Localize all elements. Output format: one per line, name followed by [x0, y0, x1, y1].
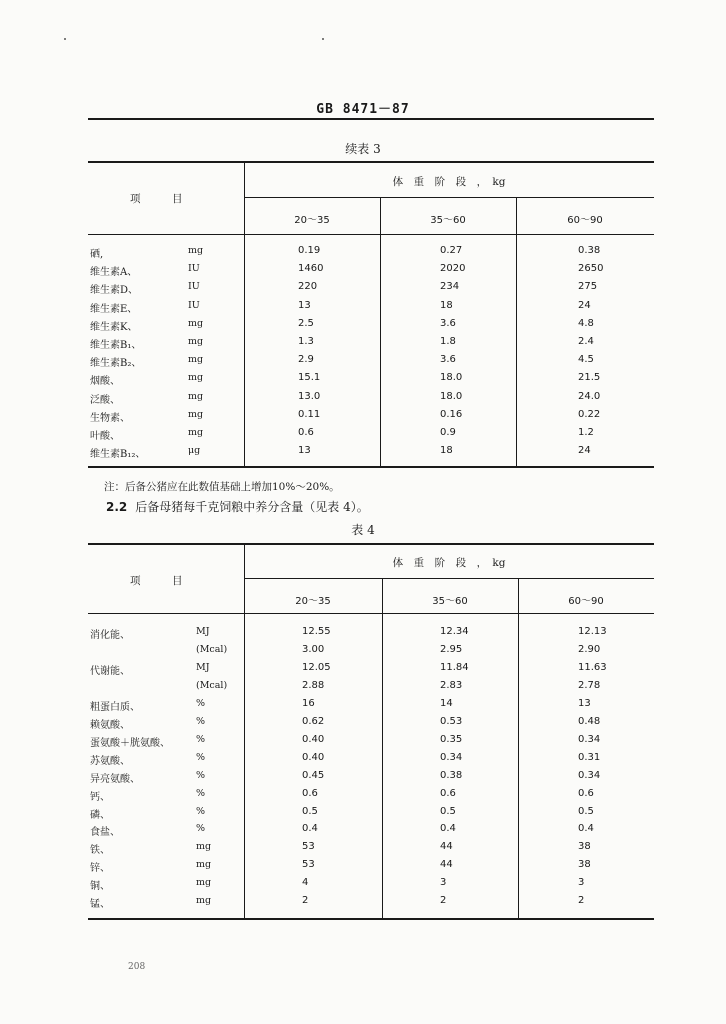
- row-value-stage-3: 1.2: [578, 427, 594, 438]
- row-value-stage-2: 3.6: [440, 354, 456, 366]
- row-value-stage-3: 0.34: [578, 769, 601, 781]
- row-value-stage-3: 0.31: [578, 751, 601, 763]
- row-unit: %: [196, 733, 206, 745]
- row-value-stage-2: 0.6: [440, 787, 456, 799]
- row-value-stage-1: 13: [298, 299, 311, 311]
- row-unit: mg: [196, 859, 212, 871]
- row-item-label: 维生素D、: [90, 285, 139, 297]
- row-value-stage-2: 0.38: [440, 769, 463, 781]
- table4-stage-2: 35～60: [432, 596, 468, 607]
- row-unit: mg: [188, 408, 204, 420]
- row-item-label: 维生素B₁₂、: [90, 449, 146, 461]
- table3-caption: 续表 3: [345, 142, 381, 156]
- row-value-stage-3: 0.48: [578, 715, 601, 727]
- table4-top-rule: [88, 543, 654, 545]
- table4-caption: 表 4: [351, 523, 375, 537]
- row-value-stage-2: 2.83: [440, 679, 463, 691]
- row-value-stage-3: 4.8: [578, 317, 594, 329]
- section-text: 后备母猪每千克饲粮中养分含量（见表 4）。: [135, 500, 369, 514]
- row-value-stage-3: 13: [578, 697, 591, 709]
- row-value-stage-1: 1.3: [298, 336, 314, 347]
- row-item-label: 代谢能、: [90, 665, 130, 677]
- row-value-stage-1: 12.05: [302, 661, 331, 673]
- row-unit: mg: [188, 372, 204, 384]
- row-value-stage-2: 18.0: [440, 390, 463, 402]
- row-unit: mg: [188, 390, 204, 402]
- row-value-stage-2: 2.95: [440, 643, 463, 655]
- row-value-stage-1: 2.9: [298, 354, 314, 366]
- row-value-stage-1: 220: [298, 281, 318, 293]
- row-unit: μg: [188, 445, 201, 457]
- row-value-stage-3: 38: [578, 841, 591, 853]
- row-value-stage-2: 18.0: [440, 372, 463, 384]
- row-item-label: 磷、: [90, 809, 110, 821]
- table3-note: 注：后备公猪应在此数值基础上增加10%～20%。: [104, 481, 340, 493]
- row-unit: (Mcal): [196, 679, 228, 691]
- row-item-label: 铁、: [90, 845, 110, 857]
- row-value-stage-2: 44: [440, 859, 453, 871]
- row-value-stage-1: 2: [302, 895, 309, 907]
- row-value-stage-2: 0.16: [440, 408, 463, 420]
- row-value-stage-3: 2: [578, 895, 585, 907]
- table3-stage-2: 35～60: [430, 215, 466, 226]
- row-value-stage-2: 0.9: [440, 427, 456, 438]
- row-unit: %: [196, 715, 206, 727]
- row-value-stage-1: 13: [298, 445, 311, 457]
- row-item-label: 硒,: [90, 249, 104, 260]
- row-unit: mg: [188, 427, 204, 438]
- table3-column-group: 体 重 阶 段 ， kg: [392, 176, 506, 188]
- row-value-stage-2: 18: [440, 445, 453, 457]
- row-item-label: 食盐、: [90, 827, 120, 839]
- row-value-stage-1: 16: [302, 697, 315, 709]
- row-value-stage-2: 0.4: [440, 823, 456, 835]
- table4-col-divider-2: [518, 578, 519, 918]
- section-number: 2.2: [106, 500, 128, 514]
- row-value-stage-1: 15.1: [298, 372, 321, 384]
- row-value-stage-1: 0.11: [298, 408, 321, 420]
- row-value-stage-3: 2.78: [578, 679, 601, 691]
- row-value-stage-1: 13.0: [298, 390, 321, 402]
- row-unit: %: [196, 787, 206, 799]
- row-value-stage-1: 53: [302, 859, 315, 871]
- table4-stage-1: 20～35: [295, 596, 331, 607]
- row-unit: %: [196, 697, 206, 709]
- page-number: 208: [128, 962, 146, 972]
- row-value-stage-1: 53: [302, 841, 315, 853]
- row-value-stage-1: 0.19: [298, 245, 321, 256]
- row-value-stage-1: 1460: [298, 263, 324, 275]
- row-value-stage-2: 3.6: [440, 317, 456, 329]
- row-item-label: 泛酸、: [90, 394, 120, 406]
- row-item-label: 钙、: [90, 791, 110, 803]
- table3-item-header: 项 目: [130, 193, 183, 205]
- standard-number: GB 8471－87: [316, 102, 410, 117]
- row-item-label: 锰、: [90, 899, 110, 911]
- row-value-stage-1: 0.6: [302, 787, 318, 799]
- table4-col-divider-1: [382, 578, 383, 918]
- row-value-stage-1: 12.55: [302, 626, 331, 637]
- row-unit: %: [196, 751, 206, 763]
- table4-group-rule: [244, 578, 654, 579]
- row-unit: %: [196, 823, 206, 835]
- row-value-stage-2: 2: [440, 895, 447, 907]
- row-unit: mg: [188, 245, 204, 256]
- row-item-label: 赖氨酸、: [90, 719, 130, 731]
- row-value-stage-2: 2020: [440, 263, 466, 275]
- row-value-stage-3: 275: [578, 281, 598, 293]
- scan-speck: [64, 38, 66, 40]
- row-value-stage-3: 2.4: [578, 336, 594, 347]
- row-value-stage-3: 0.4: [578, 823, 594, 835]
- row-value-stage-2: 44: [440, 841, 453, 853]
- row-unit: mg: [188, 354, 204, 366]
- row-item-label: 生物素、: [90, 412, 130, 424]
- row-value-stage-3: 0.38: [578, 245, 601, 256]
- row-value-stage-2: 12.34: [440, 626, 469, 637]
- row-item-label: 粗蛋白质、: [90, 701, 140, 713]
- row-item-label: 蛋氨酸＋胱氨酸、: [90, 737, 170, 749]
- row-value-stage-1: 0.40: [302, 733, 325, 745]
- row-value-stage-3: 0.6: [578, 787, 594, 799]
- table4-bottom-rule: [88, 918, 654, 920]
- row-item-label: 苏氨酸、: [90, 755, 130, 767]
- row-value-stage-3: 24: [578, 445, 591, 457]
- row-item-label: 维生素B₂、: [90, 358, 142, 370]
- row-value-stage-1: 0.6: [298, 427, 314, 438]
- row-unit: %: [196, 805, 206, 817]
- row-value-stage-3: 0.34: [578, 733, 601, 745]
- row-item-label: 铜、: [90, 881, 110, 893]
- scan-speck: [322, 38, 324, 40]
- row-unit: IU: [188, 281, 200, 293]
- row-unit: mg: [196, 895, 212, 907]
- row-value-stage-3: 2.90: [578, 643, 601, 655]
- row-value-stage-2: 11.84: [440, 661, 469, 673]
- row-value-stage-3: 21.5: [578, 372, 601, 384]
- row-item-label: 维生素K、: [90, 321, 138, 333]
- row-unit: IU: [188, 263, 200, 275]
- row-value-stage-2: 0.5: [440, 805, 456, 817]
- row-unit: %: [196, 769, 206, 781]
- row-item-label: 锌、: [90, 863, 110, 875]
- row-unit: mg: [188, 336, 204, 347]
- table4-stage-3: 60～90: [568, 596, 604, 607]
- row-unit: IU: [188, 299, 200, 311]
- row-item-label: 烟酸、: [90, 376, 120, 388]
- row-value-stage-2: 234: [440, 281, 460, 293]
- row-value-stage-1: 3.00: [302, 643, 325, 655]
- row-value-stage-3: 0.22: [578, 408, 601, 420]
- row-value-stage-3: 24: [578, 299, 591, 311]
- row-value-stage-3: 3: [578, 877, 585, 889]
- row-item-label: 维生素B₁、: [90, 340, 142, 351]
- row-value-stage-2: 0.35: [440, 733, 463, 745]
- row-value-stage-3: 12.13: [578, 626, 607, 637]
- row-value-stage-2: 1.8: [440, 336, 456, 347]
- table3-stage-3: 60～90: [567, 215, 603, 226]
- row-value-stage-1: 0.40: [302, 751, 325, 763]
- table4-head-rule: [88, 613, 654, 614]
- row-value-stage-1: 4: [302, 877, 309, 889]
- row-value-stage-3: 0.5: [578, 805, 594, 817]
- row-item-label: 维生素E、: [90, 303, 138, 315]
- row-value-stage-1: 2.5: [298, 317, 314, 329]
- row-unit: mg: [196, 841, 212, 853]
- row-unit: mg: [196, 877, 212, 889]
- row-value-stage-1: 0.62: [302, 715, 325, 727]
- row-value-stage-2: 0.27: [440, 245, 463, 256]
- row-item-label: 消化能、: [90, 630, 130, 641]
- row-value-stage-3: 11.63: [578, 661, 607, 673]
- row-value-stage-2: 14: [440, 697, 453, 709]
- row-unit: mg: [188, 317, 204, 329]
- row-item-label: 叶酸、: [90, 431, 120, 442]
- row-unit: MJ: [196, 626, 210, 637]
- row-value-stage-2: 18: [440, 299, 453, 311]
- row-unit: MJ: [196, 661, 210, 673]
- row-value-stage-1: 2.88: [302, 679, 325, 691]
- row-value-stage-1: 0.4: [302, 823, 318, 835]
- row-value-stage-2: 0.34: [440, 751, 463, 763]
- table4-column-group: 体 重 阶 段 ， kg: [392, 557, 506, 569]
- table3-stage-1: 20～35: [294, 215, 330, 226]
- row-value-stage-3: 4.5: [578, 354, 594, 366]
- table4-item-header: 项 目: [130, 575, 183, 587]
- row-value-stage-3: 38: [578, 859, 591, 871]
- row-value-stage-3: 24.0: [578, 390, 601, 402]
- row-item-label: 维生素A、: [90, 267, 138, 279]
- row-value-stage-2: 0.53: [440, 715, 463, 727]
- row-item-label: 异亮氨酸、: [90, 773, 140, 785]
- row-value-stage-1: 0.5: [302, 805, 318, 817]
- row-value-stage-3: 2650: [578, 263, 604, 275]
- row-unit: (Mcal): [196, 643, 228, 655]
- row-value-stage-2: 3: [440, 877, 447, 889]
- row-value-stage-1: 0.45: [302, 769, 325, 781]
